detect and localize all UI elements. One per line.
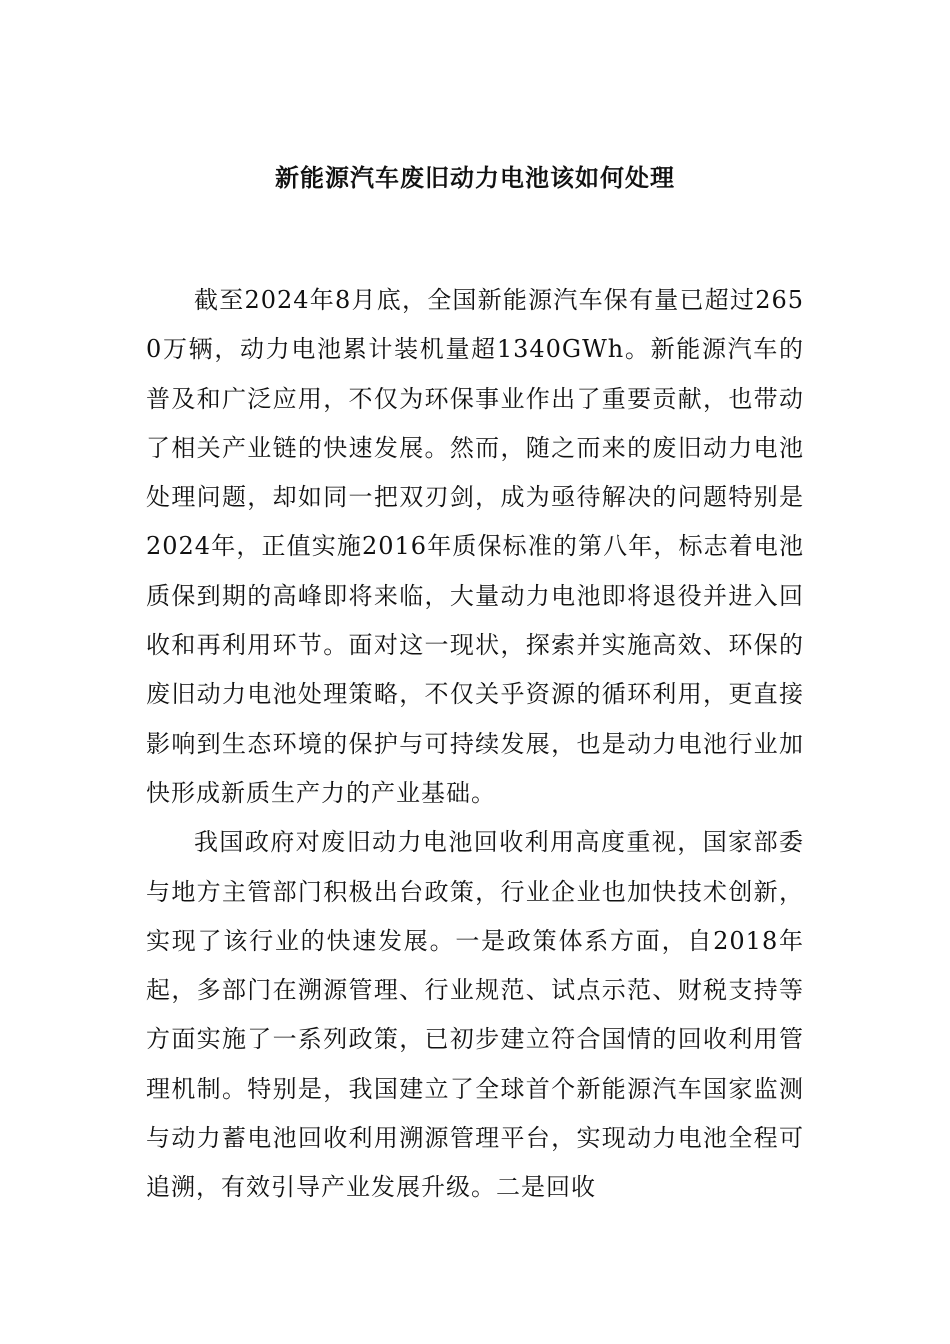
paragraph-1: 截至2024年8月底，全国新能源汽车保有量已超过2650万辆，动力电池累计装机量超1340GWh。新能源汽车的普及和广泛应用，不仅为环保事业作出了重要贡献，也带动了相关产业链的快速发展。然而，随之而来的废旧动力电池处理问题，却如同一把双刃剑，成为亟待解决的问题特别是2024年，正值实施2016年质保标准的第八年，标志着电池质保到期的高峰即将来临，大量动力电池即将退役并进入回收和再利用环节。面对这一现状，探索并实施高效、环保的废旧动力电池处理策略，不仅关乎资源的循环利用，更直接影响到生态环境的保护与可持续发展，也是动力电池行业加快形成新质生产力的产业基础。 bbox=[146, 286, 804, 807]
paragraph-2: 我国政府对废旧动力电池回收利用高度重视，国家部委与地方主管部门积极出台政策，行业企业也加快技术创新，实现了该行业的快速发展。一是政策体系方面，自2018年起，多部门在溯源管理、行业规范、试点示范、财税支持等方面实施了一系列政策，已初步建立符合国情的回收利用管理机制。特别是，我国建立了全球首个新能源汽车国家监测与动力蓄电池回收利用溯源管理平台，实现动力电池全程可追溯，有效引导产业发展升级。二是回收 bbox=[146, 828, 804, 1202]
document-body bbox=[146, 276, 804, 1213]
document-title: 新能源汽车废旧动力电池该如何处理 bbox=[275, 163, 675, 192]
